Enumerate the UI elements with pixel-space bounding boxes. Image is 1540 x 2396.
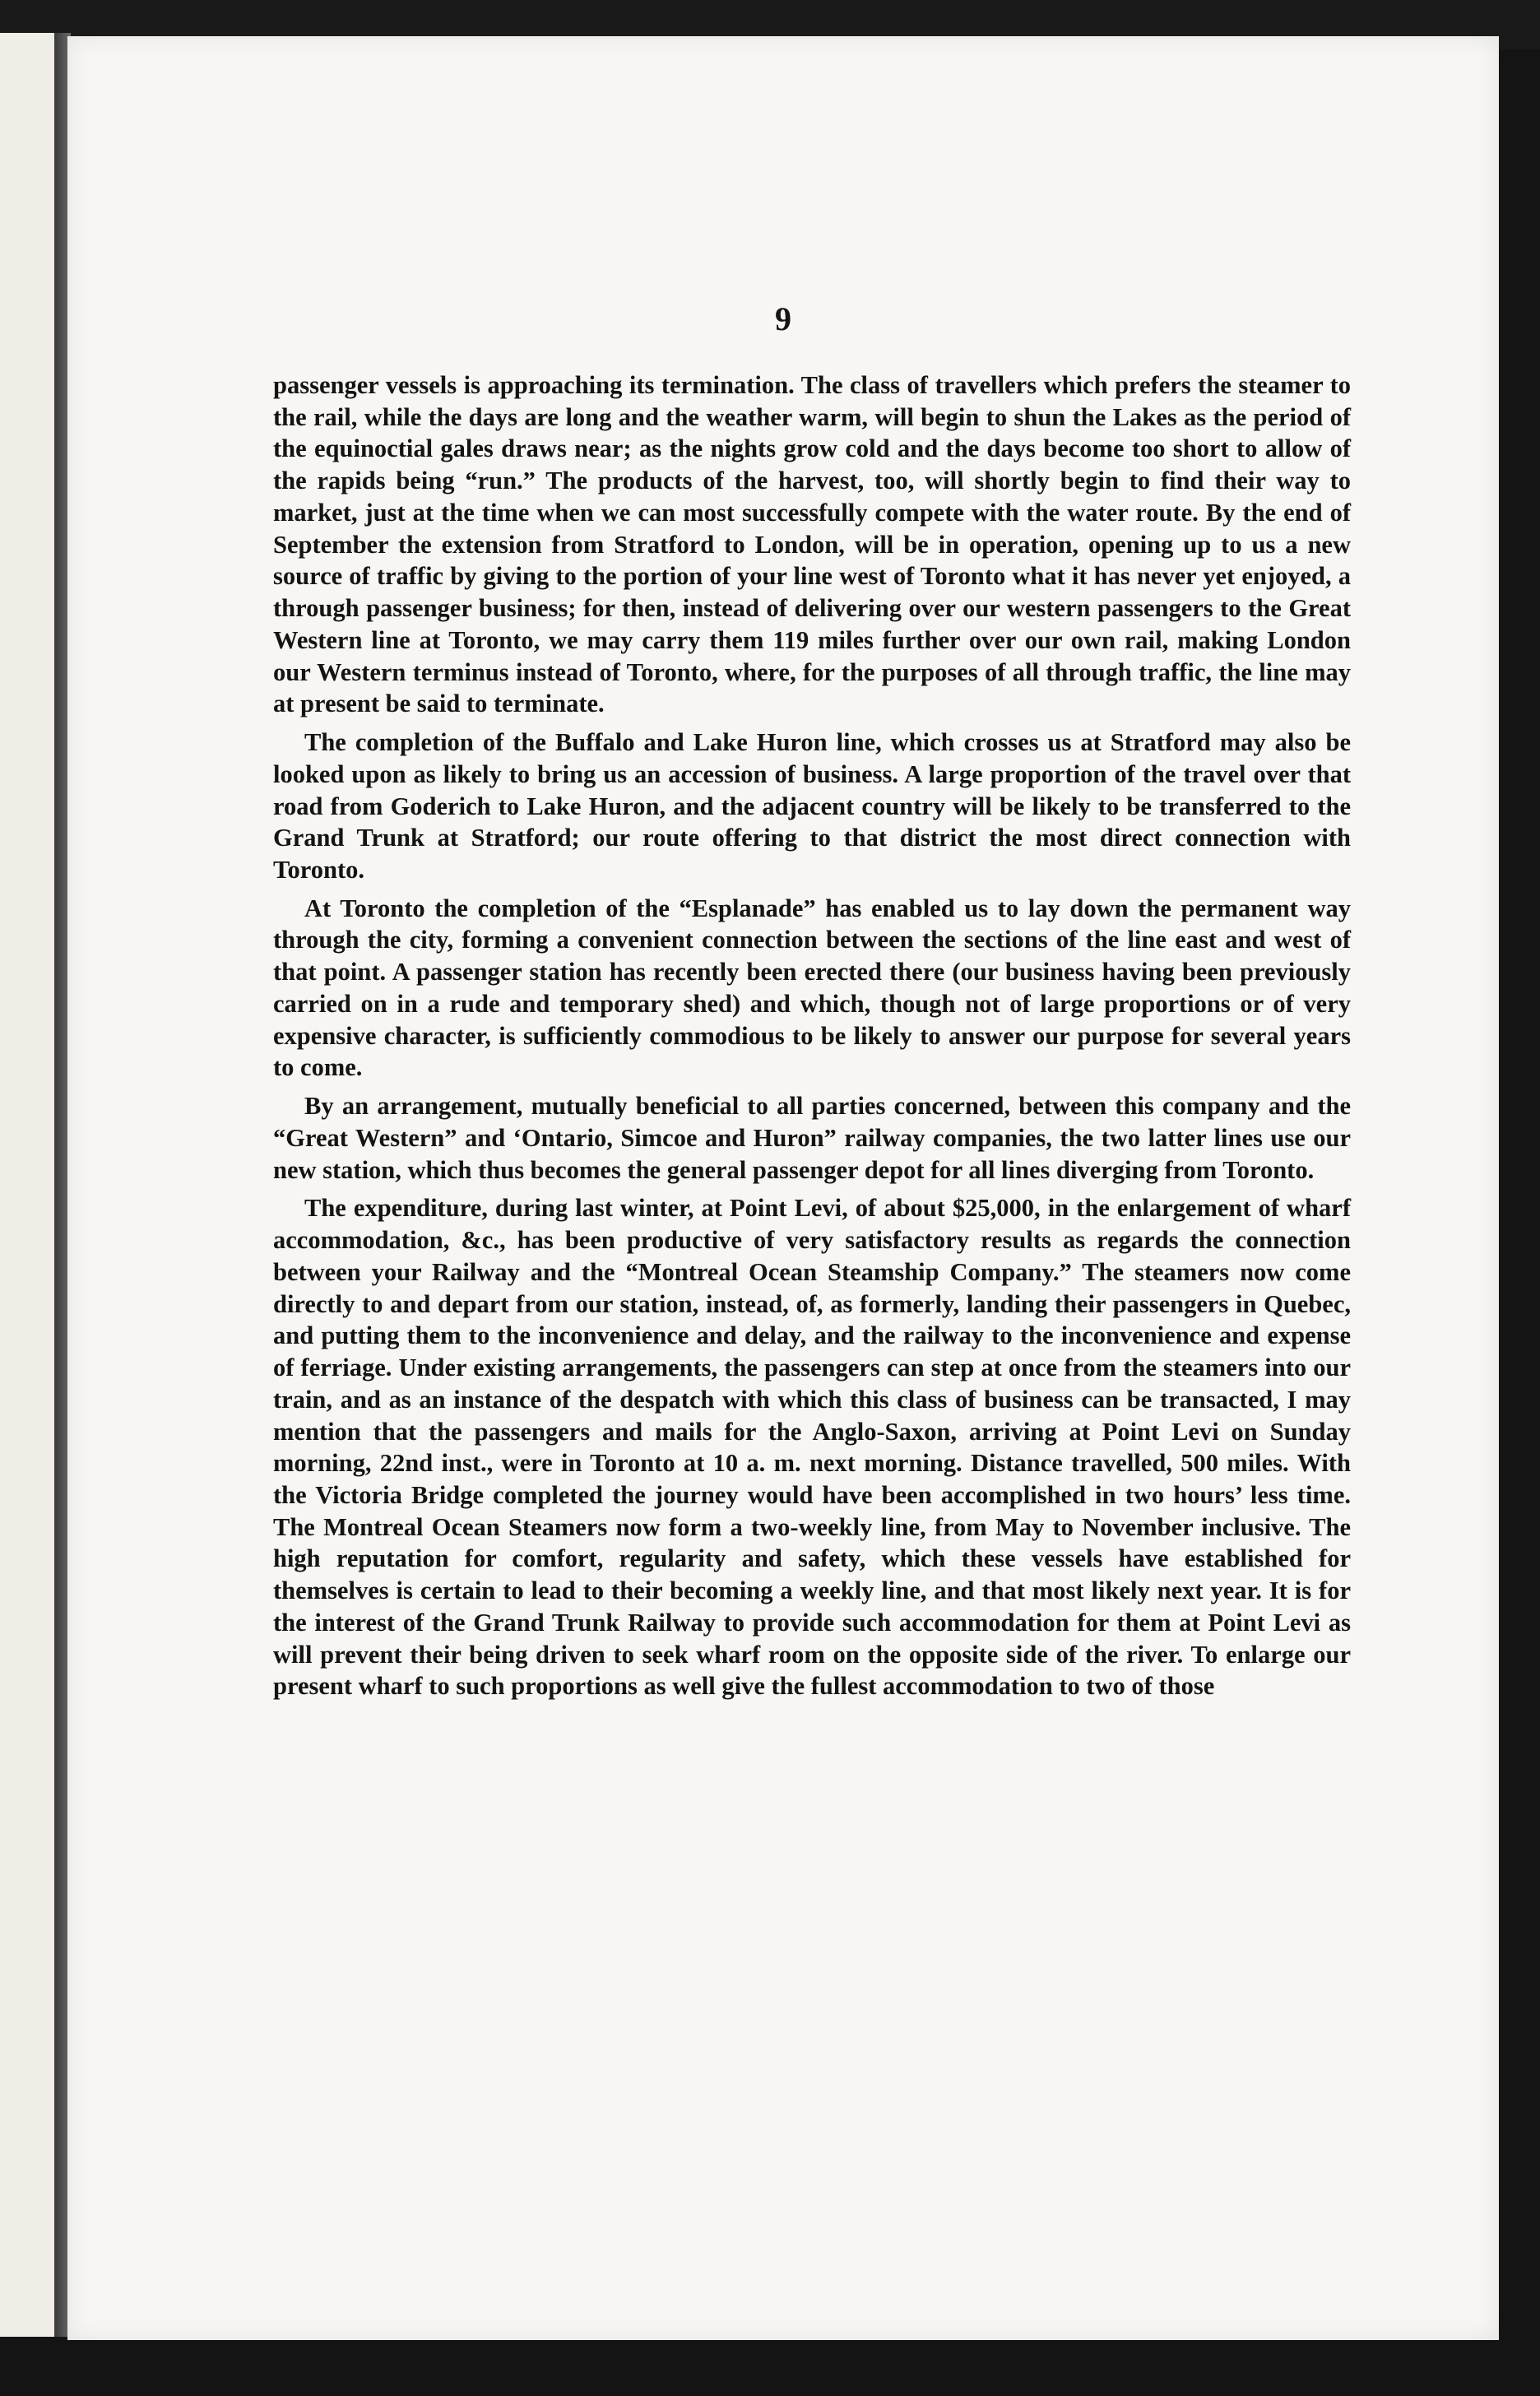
paragraph-4: By an arrangement, mutually beneficial to all parties concerned, between this company and the “Great Western” and ‘Ontario, Simcoe and Huron” railway companies, the two latter lines use our new station, which thus becomes the general passenger depot for all lines diverging from Toronto. xyxy=(273,1092,1351,1184)
previous-page-edge xyxy=(0,33,61,2337)
paragraph-2: The completion of the Buffalo and Lake Huron line, which crosses us at Stratford may also be looked upon as likely to bring us an accession of business. A large proportion of the travel over that road from Goderich to Lake Huron, and the adjacent country will be likely to be transferred to the Grand Trunk at Stratford; our route offering to that district the most direct connection with Toronto. xyxy=(273,728,1351,885)
paragraph-5: The expenditure, during last winter, at Point Levi, of about $25,000, in the enlargement of wharf accommodation, &c., has been productive of very satisfactory results as regards the connection between your Railway and the “Montreal Ocean Steamship Company.” The steamers now come directly to and depart from our station, instead, of, as formerly, landing their passengers in Quebec, and putting them to the inconvenience and delay, and the railway to the inconvenience and expense of ferriage. Under existing arrangements, the passengers can step at once from the steamers into our train, and as an instance of the despatch with which this class of business can be transacted, I may mention that the passengers and mails for the Anglo-Saxon, arriving at Point Levi on Sunday morning, 22nd inst., were in Toronto at 10 a. m. next morning. Distance travelled, 500 miles. With the Victoria Bridge completed the journey would have been accomplished in two hours’ less time. The Montreal Ocean Steamers now form a two-weekly line, from May to November inclusive. The high reputation for comfort, regularity and safety, which these vessels have established for themselves is certain to lead to their becoming a weekly line, and that most likely next year. It is for the interest of the Grand Trunk Railway to provide such accommodation for them at Point Levi as will prevent their being driven to seek wharf room on the opposite side of the river. To enlarge our present wharf to such proportions as well give the fullest accommodation to two of those xyxy=(273,1194,1351,1701)
paragraph-3: At Toronto the completion of the “Esplanade” has enabled us to lay down the permanent way through the city, forming a convenient connection between the sections of the line east and west of that point. A passenger station has recently been erected there (our business having been previously carried on in a rude and temporary shed) and which, though not of large proportions or of very expensive character, is sufficiently commodious to be likely to answer our purpose for several years to come. xyxy=(273,894,1351,1082)
document-page xyxy=(67,36,1499,2340)
paragraph-1: passenger vessels is approaching its termination. The class of travellers which prefers the steamer to the rail, while the days are long and the weather warm, will begin to shun the Lakes as the period of the equinoctial gales draws near; as the nights grow cold and the days become too short to allow of the rapids being “run.” The products of the harvest, too, will shortly begin to find their way to market, just at the time when we can most successfully compete with the water route. By the end of September the extension from Stratford to London, will be in operation, opening up to us a new source of traffic by giving to the portion of your line west of Toronto what it has never yet enjoyed, a through passenger business; for then, instead of delivering over our western passengers to the Great Western line at Toronto, we may carry them 119 miles further over our own rail, making London our Western terminus instead of Toronto, where, for the purposes of all through traffic, the line may at present be said to terminate. xyxy=(273,371,1351,718)
page-number: 9 xyxy=(775,300,791,337)
body-text xyxy=(273,369,1351,1709)
